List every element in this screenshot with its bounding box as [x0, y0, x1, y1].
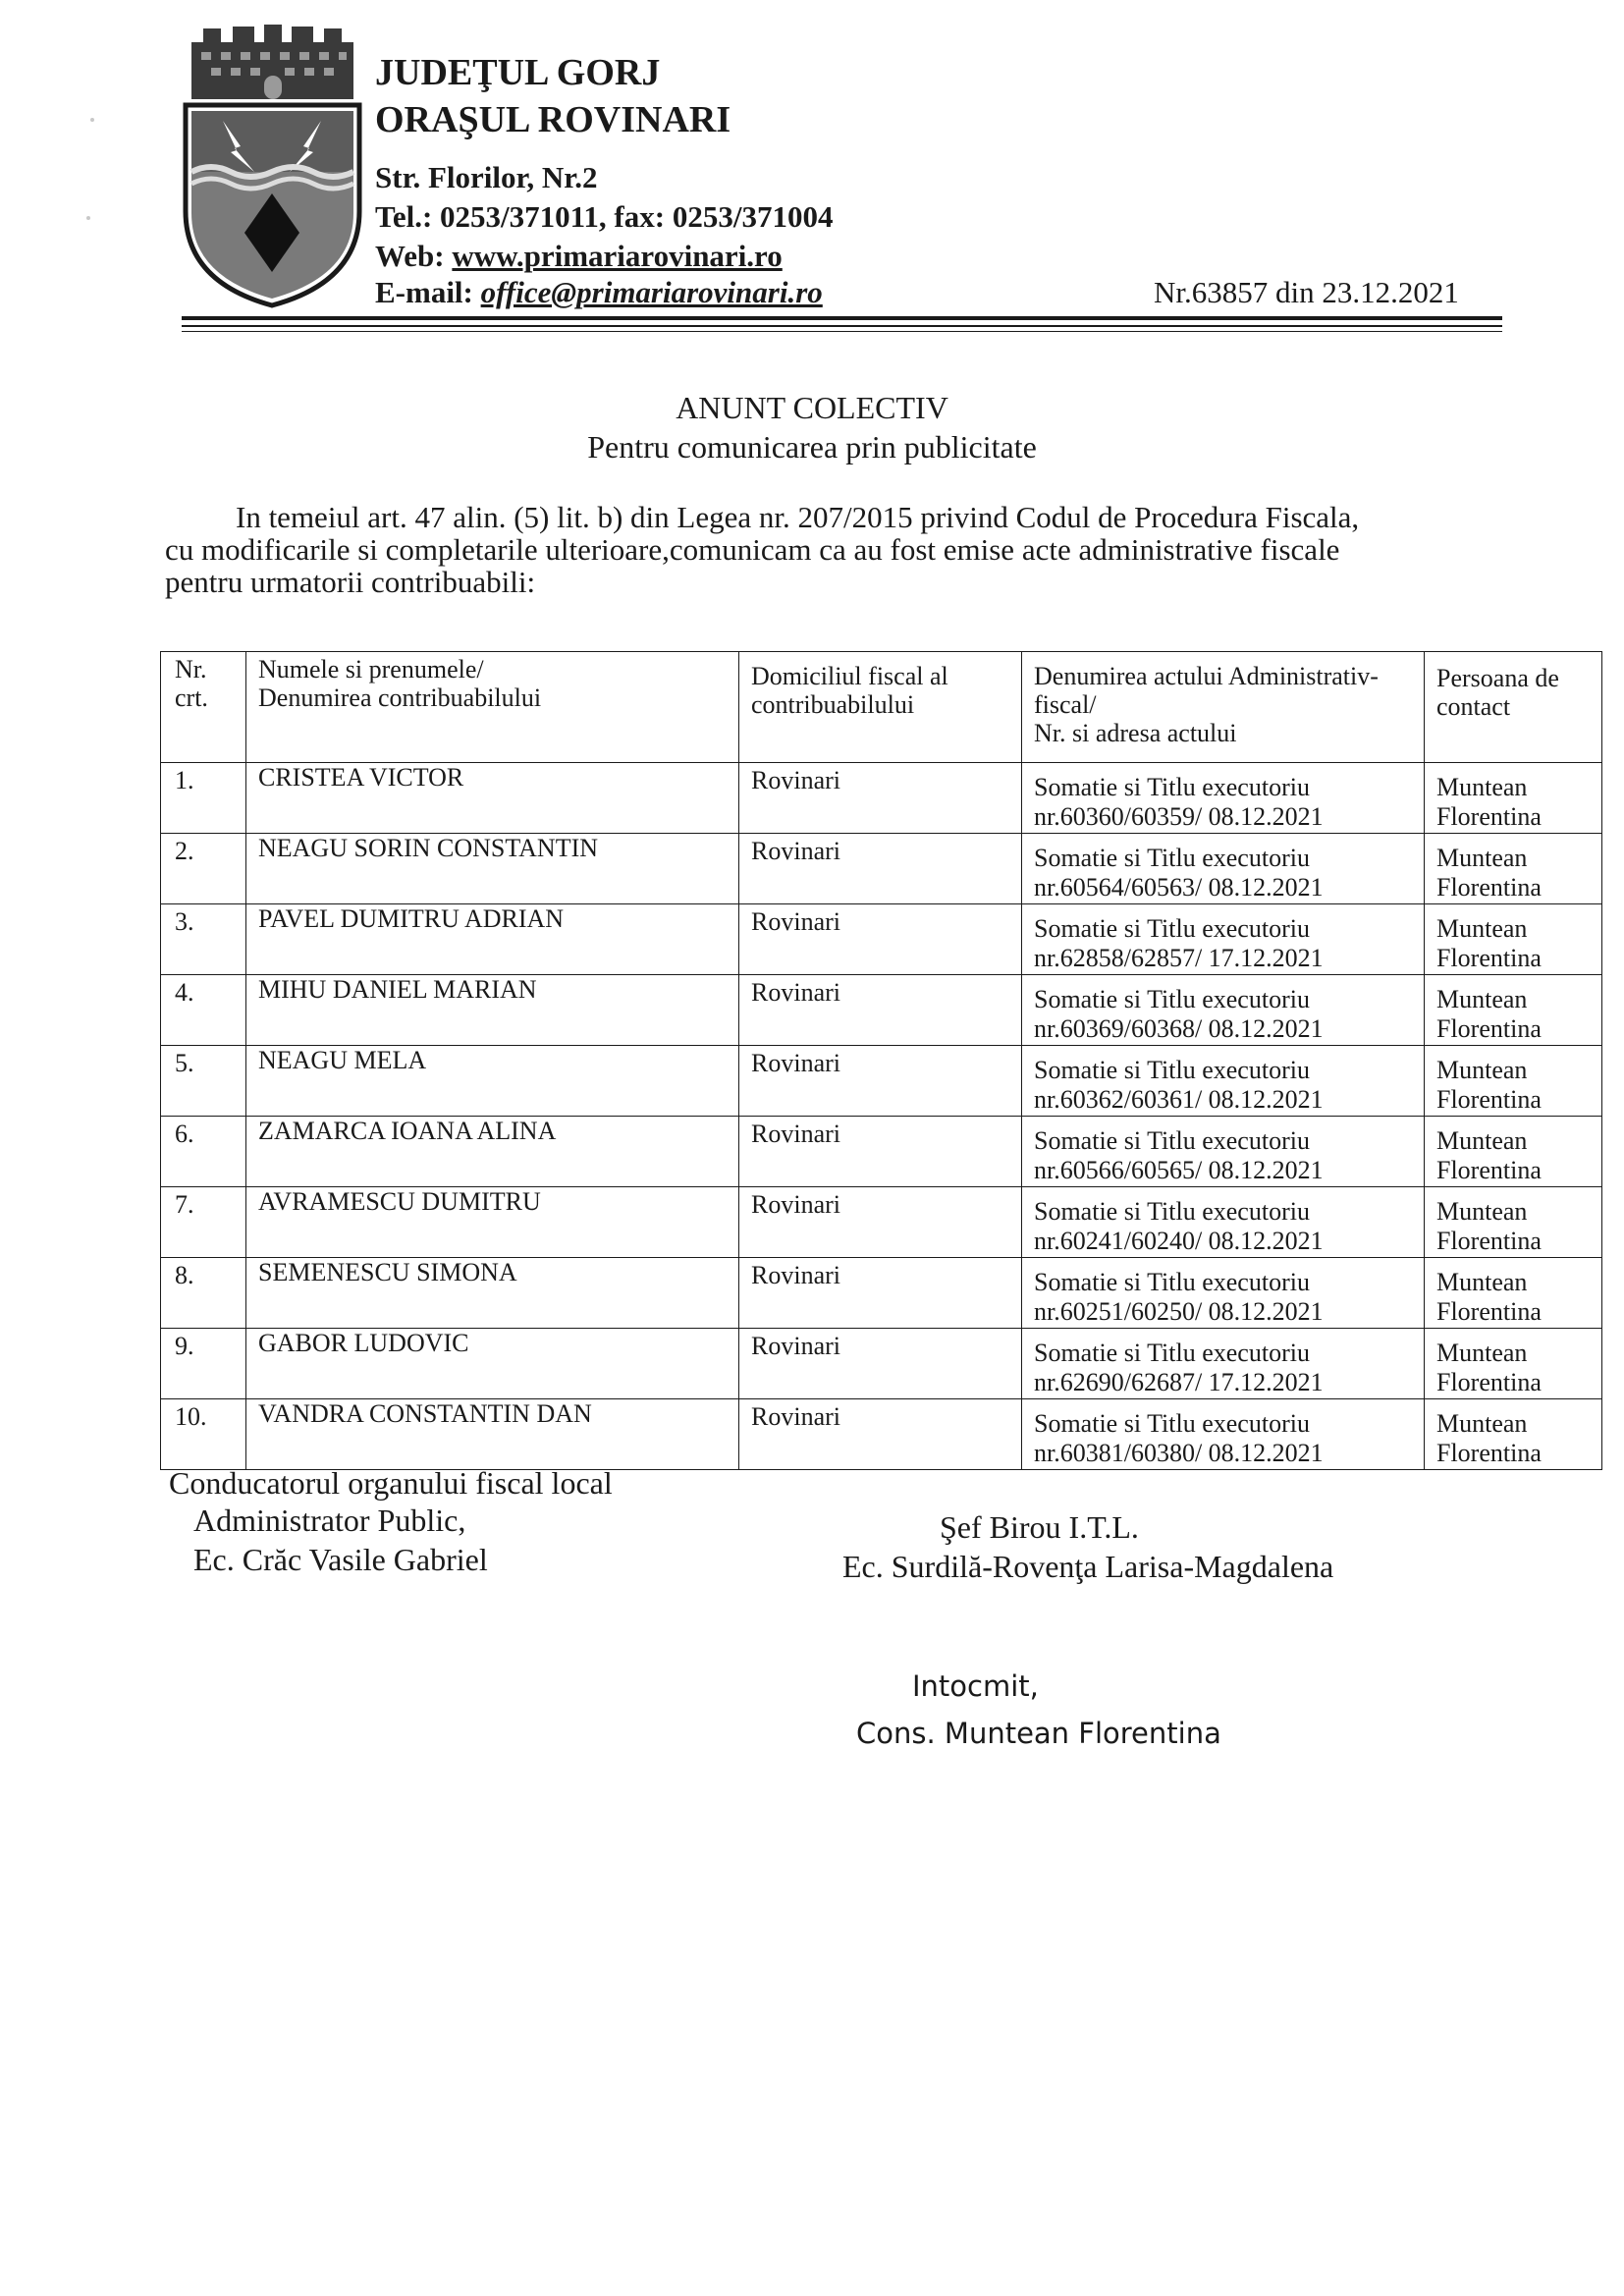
taxpayers-table — [160, 651, 1602, 1470]
act-type: Somatie si Titlu executoriu — [1034, 1339, 1310, 1367]
phone-fax: Tel.: 0253/371011, fax: 0253/371004 — [375, 199, 834, 234]
act-number: nr.60362/60361/ 08.12.2021 — [1034, 1085, 1324, 1114]
act-type: Somatie si Titlu executoriu — [1034, 914, 1310, 943]
cell-nr: 5. — [161, 1046, 246, 1117]
intro-line: In temeiul art. 47 alin. (5) lit. b) din Legea nr. 207/2015 privind Codul de Procedura Fiscala, — [236, 500, 1360, 534]
act-number: nr.62858/62857/ 17.12.2021 — [1034, 944, 1324, 972]
table-row — [161, 975, 1602, 1046]
act-number: nr.60241/60240/ 08.12.2021 — [1034, 1227, 1324, 1255]
cell-act — [1022, 1329, 1425, 1399]
act-number: nr.60566/60565/ 08.12.2021 — [1034, 1156, 1324, 1184]
act-type: Somatie si Titlu executoriu — [1034, 1409, 1310, 1438]
table-row — [161, 1187, 1602, 1258]
cell-domicile: Rovinari — [739, 904, 1022, 975]
contact-firstname: Florentina — [1436, 1368, 1542, 1396]
cell-act — [1022, 904, 1425, 975]
signature-middle-name: Ec. Surdilă-Rovenţa Larisa-Magdalena — [842, 1549, 1334, 1584]
table-row — [161, 1399, 1602, 1470]
town-name: ORAŞUL ROVINARI — [375, 99, 731, 140]
table-row — [161, 1117, 1602, 1187]
table-row — [161, 763, 1602, 834]
table-row — [161, 904, 1602, 975]
table-row — [161, 1258, 1602, 1329]
cell-name: SEMENESCU SIMONA — [246, 1258, 739, 1329]
table-row — [161, 834, 1602, 904]
cell-domicile: Rovinari — [739, 1258, 1022, 1329]
cell-contact — [1425, 1258, 1602, 1329]
cell-contact — [1425, 834, 1602, 904]
intro-line: cu modificarile si completarile ulterioare,comunicam ca au fost emise acte administrative fiscale — [165, 532, 1340, 567]
prepared-by-label: Intocmit, — [912, 1669, 1039, 1703]
act-number: nr.62690/62687/ 17.12.2021 — [1034, 1368, 1324, 1396]
cell-domicile: Rovinari — [739, 1187, 1022, 1258]
cell-domicile: Rovinari — [739, 975, 1022, 1046]
contact-firstname: Florentina — [1436, 1439, 1542, 1467]
cell-act — [1022, 1046, 1425, 1117]
contact-firstname: Florentina — [1436, 1227, 1542, 1255]
contact-surname: Muntean — [1436, 1056, 1528, 1084]
cell-contact — [1425, 1046, 1602, 1117]
act-number: nr.60564/60563/ 08.12.2021 — [1034, 873, 1324, 902]
rovinari-coat-of-arms-icon — [182, 25, 363, 309]
notice-subtitle: Pentru comunicarea prin publicitate — [587, 429, 1037, 465]
cell-act — [1022, 1117, 1425, 1187]
web-link[interactable]: www.primariarovinari.ro — [452, 239, 783, 273]
cell-name: MIHU DANIEL MARIAN — [246, 975, 739, 1046]
prepared-by-name: Cons. Muntean Florentina — [856, 1717, 1221, 1750]
cell-domicile: Rovinari — [739, 1399, 1022, 1470]
cell-contact — [1425, 904, 1602, 975]
cell-name: GABOR LUDOVIC — [246, 1329, 739, 1399]
cell-contact — [1425, 1399, 1602, 1470]
email-label: E-mail: — [375, 275, 473, 309]
cell-name: AVRAMESCU DUMITRU — [246, 1187, 739, 1258]
act-type: Somatie si Titlu executoriu — [1034, 1197, 1310, 1226]
signature-middle-role: Şef Birou I.T.L. — [940, 1509, 1139, 1545]
cell-act — [1022, 1187, 1425, 1258]
cell-domicile: Rovinari — [739, 1117, 1022, 1187]
contact-surname: Muntean — [1436, 914, 1528, 943]
cell-contact — [1425, 1187, 1602, 1258]
county-name: JUDEŢUL GORJ — [375, 52, 661, 93]
contact-surname: Muntean — [1436, 985, 1528, 1013]
contact-surname: Muntean — [1436, 1268, 1528, 1296]
header-divider-thick — [182, 316, 1502, 320]
cell-nr: 1. — [161, 763, 246, 834]
table-row — [161, 1329, 1602, 1399]
signature-left-title: Administrator Public, — [193, 1503, 466, 1538]
cell-name: ZAMARCA IOANA ALINA — [246, 1117, 739, 1187]
cell-act — [1022, 1399, 1425, 1470]
cell-contact — [1425, 1117, 1602, 1187]
contact-firstname: Florentina — [1436, 1156, 1542, 1184]
cell-nr: 3. — [161, 904, 246, 975]
contact-surname: Muntean — [1436, 1339, 1528, 1367]
cell-contact — [1425, 763, 1602, 834]
table-row — [161, 1046, 1602, 1117]
intro-line: pentru urmatorii contribuabili: — [165, 565, 536, 599]
contact-firstname: Florentina — [1436, 1014, 1542, 1043]
contact-firstname: Florentina — [1436, 1085, 1542, 1114]
cell-name: NEAGU SORIN CONSTANTIN — [246, 834, 739, 904]
cell-name: PAVEL DUMITRU ADRIAN — [246, 904, 739, 975]
contact-firstname: Florentina — [1436, 944, 1542, 972]
registration-number: Nr.63857 din 23.12.2021 — [1154, 275, 1459, 309]
header-contact: Persoana de contact — [1425, 652, 1602, 763]
scan-speck — [90, 118, 94, 122]
header-divider-medium — [182, 325, 1502, 327]
notice-title: ANUNT COLECTIV — [676, 390, 948, 425]
header-name: Numele si prenumele/ Denumirea contribuabilului — [246, 652, 739, 763]
cell-nr: 4. — [161, 975, 246, 1046]
notice-intro — [165, 501, 1481, 598]
act-number: nr.60251/60250/ 08.12.2021 — [1034, 1297, 1324, 1326]
cell-act — [1022, 834, 1425, 904]
contact-surname: Muntean — [1436, 1126, 1528, 1155]
act-type: Somatie si Titlu executoriu — [1034, 773, 1310, 801]
cell-nr: 6. — [161, 1117, 246, 1187]
signature-left-name: Ec. Crăc Vasile Gabriel — [193, 1542, 488, 1577]
contact-firstname: Florentina — [1436, 1297, 1542, 1326]
contact-surname: Muntean — [1436, 844, 1528, 872]
signature-left-role: Conducatorul organului fiscal local — [169, 1465, 613, 1501]
cell-domicile: Rovinari — [739, 1329, 1022, 1399]
cell-domicile: Rovinari — [739, 1046, 1022, 1117]
cell-name: CRISTEA VICTOR — [246, 763, 739, 834]
cell-nr: 7. — [161, 1187, 246, 1258]
cell-contact — [1425, 975, 1602, 1046]
web-label: Web: — [375, 239, 445, 273]
cell-nr: 8. — [161, 1258, 246, 1329]
act-type: Somatie si Titlu executoriu — [1034, 1268, 1310, 1296]
web-line — [375, 239, 783, 274]
contact-firstname: Florentina — [1436, 802, 1542, 831]
email-line — [375, 275, 823, 310]
act-type: Somatie si Titlu executoriu — [1034, 1056, 1310, 1084]
header-nr: Nr. crt. — [161, 652, 246, 763]
cell-nr: 10. — [161, 1399, 246, 1470]
cell-domicile: Rovinari — [739, 834, 1022, 904]
contact-surname: Muntean — [1436, 1409, 1528, 1438]
act-number: nr.60381/60380/ 08.12.2021 — [1034, 1439, 1324, 1467]
act-number: nr.60369/60368/ 08.12.2021 — [1034, 1014, 1324, 1043]
contact-surname: Muntean — [1436, 1197, 1528, 1226]
email-link[interactable]: office@primariarovinari.ro — [480, 275, 823, 309]
header-domicile: Domiciliul fiscal al contribuabilului — [739, 652, 1022, 763]
act-number: nr.60360/60359/ 08.12.2021 — [1034, 802, 1324, 831]
cell-contact — [1425, 1329, 1602, 1399]
cell-name: NEAGU MELA — [246, 1046, 739, 1117]
cell-name: VANDRA CONSTANTIN DAN — [246, 1399, 739, 1470]
act-type: Somatie si Titlu executoriu — [1034, 844, 1310, 872]
cell-act — [1022, 975, 1425, 1046]
act-type: Somatie si Titlu executoriu — [1034, 985, 1310, 1013]
scan-speck — [86, 216, 90, 220]
act-type: Somatie si Titlu executoriu — [1034, 1126, 1310, 1155]
contact-firstname: Florentina — [1436, 873, 1542, 902]
header-divider-thin — [182, 331, 1502, 332]
header-act: Denumirea actului Administrativ- fiscal/ Nr. si adresa actului — [1022, 652, 1425, 763]
contact-surname: Muntean — [1436, 773, 1528, 801]
table-header-row — [161, 652, 1602, 763]
cell-act — [1022, 763, 1425, 834]
cell-domicile: Rovinari — [739, 763, 1022, 834]
street-address: Str. Florilor, Nr.2 — [375, 160, 598, 194]
cell-nr: 2. — [161, 834, 246, 904]
cell-act — [1022, 1258, 1425, 1329]
cell-nr: 9. — [161, 1329, 246, 1399]
